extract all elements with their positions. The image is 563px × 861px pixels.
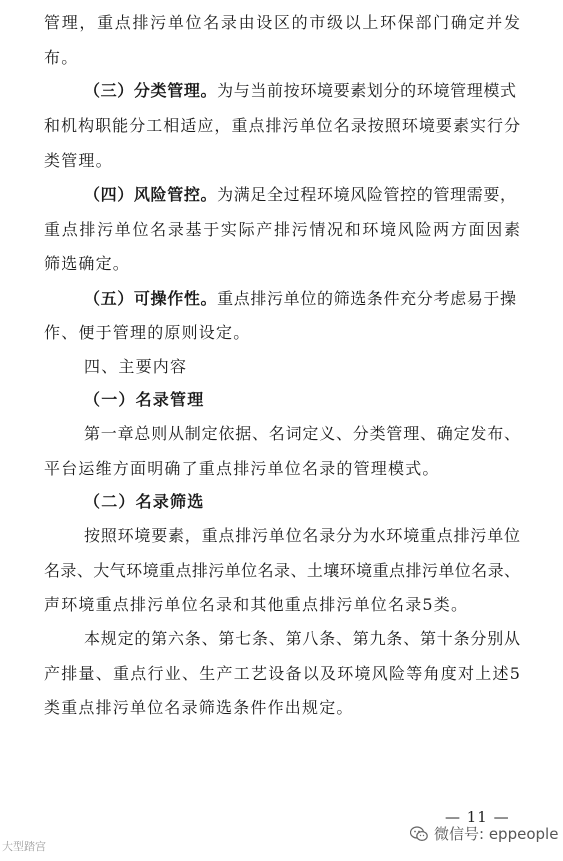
text-line	[44, 594, 468, 616]
text-run: 重点排污单位的筛选条件充分考虑易于操	[217, 289, 517, 308]
text-run: 类管理。	[44, 151, 113, 170]
watermark-left: 大型踏宫	[2, 840, 46, 853]
text-line	[84, 525, 521, 547]
text-line	[44, 253, 130, 275]
text-line	[84, 491, 204, 513]
section-heading: （四）风险管控。	[84, 185, 218, 204]
text-line	[44, 697, 354, 719]
watermark-wechat-text: 微信号: eppeople	[434, 825, 559, 843]
text-run: 第一章总则从制定依据、名词定义、分类管理、确定发布、	[84, 424, 521, 443]
text-run: 作、便于管理的原则设定。	[44, 323, 251, 342]
section-heading: （一）名录管理	[84, 390, 205, 409]
text-run: 产排量、重点行业、生产工艺设备以及环境风险等角度对上述5	[44, 664, 522, 683]
text-line	[44, 560, 520, 582]
text-line	[44, 322, 250, 344]
text-run: 名录、大气环境重点排污单位名录、土壤环境重点排污单位名录、	[44, 561, 521, 580]
text-run: 布。	[44, 48, 79, 67]
text-run: 四、主要内容	[84, 357, 188, 376]
section-heading: （三）分类管理。	[84, 81, 218, 100]
text-line	[44, 47, 78, 69]
section-heading: （五）可操作性。	[84, 289, 218, 308]
wechat-icon	[410, 826, 428, 842]
text-run: 和机构职能分工相适应，重点排污单位名录按照环境要素实行分	[44, 116, 522, 135]
text-line	[84, 356, 187, 378]
text-run: 管理，重点排污单位名录由设区的市级以上环保部门确定并发	[44, 13, 522, 32]
text-line	[84, 389, 204, 411]
text-run: 声环境重点排污单位名录和其他重点排污单位名录5类。	[44, 595, 469, 614]
section-heading: （二）名录筛选	[84, 492, 205, 511]
text-line	[84, 423, 521, 445]
text-line	[44, 115, 521, 137]
text-run: 按照环境要素，重点排污单位名录分为水环境重点排污单位	[84, 526, 521, 545]
text-run: 平台运维方面明确了重点排污单位名录的管理模式。	[44, 459, 440, 478]
text-line	[44, 219, 522, 241]
text-line	[44, 663, 521, 685]
text-line	[84, 628, 521, 650]
text-run: 类重点排污单位名录筛选条件作出规定。	[44, 698, 354, 717]
page-number: — 11 —	[445, 808, 510, 826]
text-run: 为与当前按环境要素划分的环境管理模式	[217, 81, 517, 100]
text-run: 重点排污单位名录基于实际产排污情况和环境风险两方面因素	[44, 220, 522, 239]
watermark-wechat	[410, 823, 558, 844]
text-line	[44, 150, 113, 172]
text-run: 本规定的第六条、第七条、第八条、第九条、第十条分别从	[84, 629, 521, 648]
text-run: 筛选确定。	[44, 254, 131, 273]
text-line	[84, 288, 517, 310]
text-run: 为满足全过程环境风险管控的管理需要，	[217, 185, 517, 204]
text-line	[44, 458, 440, 480]
text-line	[84, 184, 517, 206]
text-line	[44, 12, 522, 34]
text-line	[84, 80, 517, 102]
